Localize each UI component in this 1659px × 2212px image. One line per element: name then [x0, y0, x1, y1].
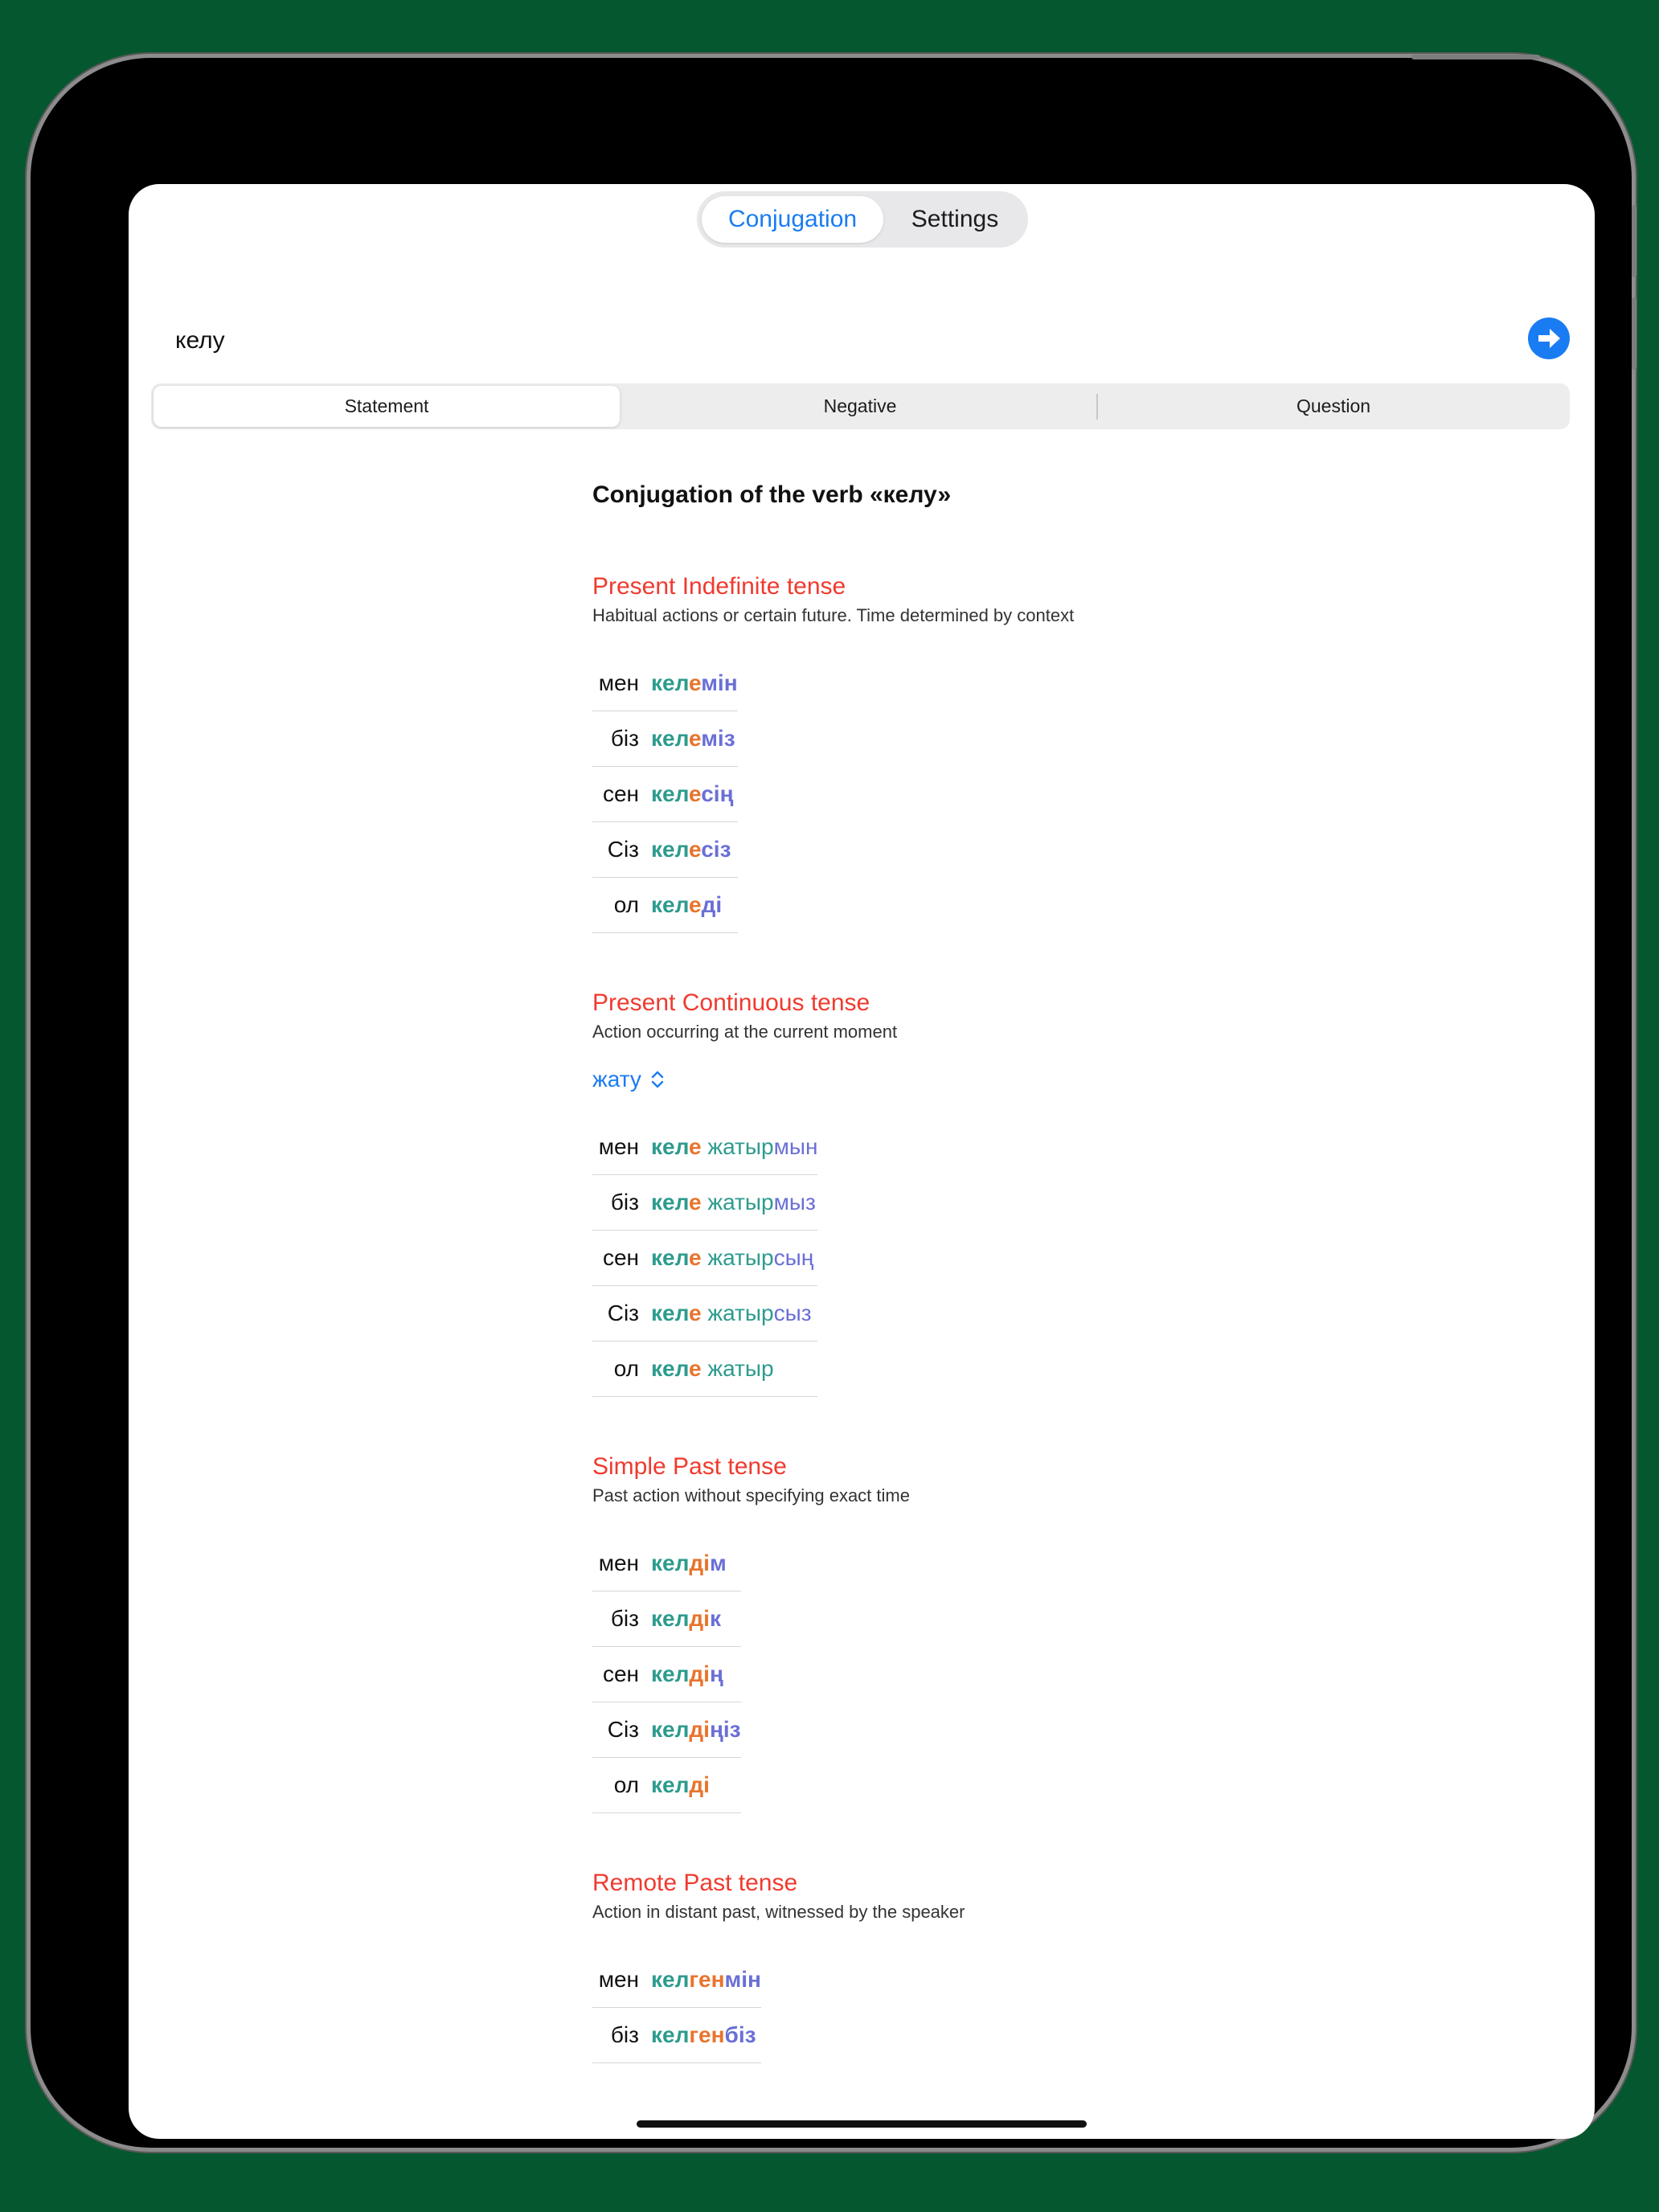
conjugation-row — [592, 1175, 817, 1231]
personal-ending: ді — [701, 892, 723, 917]
home-indicator[interactable] — [637, 2120, 1087, 2128]
personal-ending: біз — [724, 2022, 756, 2047]
mode-question[interactable]: Question — [1296, 395, 1371, 416]
pronoun: сен — [602, 1661, 639, 1686]
verb-connector: е — [689, 1301, 702, 1325]
verb-connector: ді — [689, 1550, 710, 1575]
verb-form — [651, 1772, 710, 1798]
tense-title: Present Indefinite tense — [592, 573, 846, 600]
conjugation-table — [592, 1536, 741, 1813]
pronoun: ол — [613, 1356, 639, 1381]
arrow-right-icon — [1528, 317, 1570, 359]
conjugation-row — [592, 822, 738, 878]
pronoun: Сіз — [607, 837, 639, 862]
verb-form — [651, 1245, 813, 1271]
auxiliary-verb-label: жату — [592, 1067, 641, 1092]
personal-ending: сің — [701, 781, 734, 806]
verb-connector: ген — [689, 2022, 725, 2047]
auxiliary-verb: жатыр — [701, 1134, 774, 1159]
conjugation-row — [592, 767, 738, 822]
conjugation-row — [592, 1647, 741, 1702]
pronoun: біз — [610, 2022, 639, 2047]
app-screen — [129, 184, 1595, 2139]
verb-stem: кел — [651, 1661, 690, 1686]
pronoun: Сіз — [607, 1717, 639, 1742]
verb-stem: кел — [651, 837, 690, 862]
conjugation-row — [592, 1702, 741, 1758]
auxiliary-ending: сыз — [773, 1301, 812, 1325]
tense-section — [592, 1453, 1316, 1813]
personal-ending: ңіз — [709, 1717, 741, 1742]
verb-connector: ді — [689, 1772, 710, 1797]
mode-statement[interactable]: Statement — [154, 386, 620, 427]
verb-stem: кел — [651, 1550, 690, 1575]
verb-stem: кел — [651, 670, 690, 695]
conjugation-row — [592, 1231, 817, 1286]
pronoun: біз — [610, 726, 639, 751]
pronoun: ол — [613, 1772, 639, 1797]
chevron-up-down-icon — [649, 1068, 666, 1091]
verb-form — [651, 1301, 812, 1326]
verb-stem: кел — [651, 1301, 690, 1325]
personal-ending: сіз — [701, 837, 731, 862]
auxiliary-ending: сың — [773, 1245, 814, 1270]
page-title: Conjugation of the verb «келу» — [592, 481, 952, 508]
verb-connector: е — [689, 726, 702, 751]
conjugation-row — [592, 1591, 741, 1647]
verb-stem: кел — [651, 1967, 690, 1992]
verb-connector: е — [689, 1245, 702, 1270]
personal-ending: мін — [701, 670, 738, 695]
verb-connector: ді — [689, 1661, 710, 1686]
auxiliary-ending: мыз — [773, 1190, 816, 1215]
tense-description: Action occurring at the current moment — [592, 1022, 898, 1042]
verb-connector: е — [689, 1134, 702, 1159]
verb-stem: кел — [651, 1772, 690, 1797]
pronoun: мен — [598, 670, 639, 695]
conjugation-table — [592, 1120, 817, 1397]
verb-stem: кел — [651, 892, 690, 917]
verb-connector: ді — [689, 1717, 710, 1742]
verb-stem: кел — [651, 726, 690, 751]
conjugation-table — [592, 1952, 761, 2063]
ipad-frame — [31, 58, 1632, 2148]
auxiliary-verb: жатыр — [701, 1190, 774, 1215]
verb-form — [651, 1190, 816, 1215]
tense-list — [592, 573, 1316, 2063]
tense-section — [592, 573, 1316, 933]
tense-description: Past action without specifying exact time — [592, 1485, 910, 1505]
auxiliary-verb: жатыр — [701, 1301, 774, 1325]
verb-connector: е — [689, 781, 702, 806]
verb-form — [651, 781, 733, 807]
pronoun: сен — [602, 781, 639, 806]
conjugation-row — [592, 1758, 741, 1813]
volume-down-button — [1632, 297, 1636, 370]
personal-ending: м — [709, 1550, 727, 1575]
verb-connector: е — [689, 670, 702, 695]
personal-ending: ң — [709, 1661, 723, 1686]
conjugate-button[interactable] — [1528, 317, 1570, 359]
verb-form — [651, 1356, 774, 1382]
verb-form — [651, 837, 731, 862]
verb-stem: кел — [651, 781, 690, 806]
auxiliary-verb: жатыр — [701, 1356, 774, 1381]
verb-connector: ген — [689, 1967, 725, 1992]
verb-stem: кел — [651, 1356, 690, 1381]
auxiliary-verb: жатыр — [701, 1245, 774, 1270]
verb-form — [651, 1606, 721, 1632]
pronoun: мен — [598, 1134, 639, 1159]
verb-stem: кел — [651, 1606, 690, 1631]
pronoun: ол — [613, 892, 639, 917]
tense-title: Simple Past tense — [592, 1453, 787, 1480]
pronoun: біз — [610, 1190, 639, 1215]
verb-form — [651, 1550, 727, 1576]
auxiliary-verb-picker[interactable] — [592, 1063, 1316, 1096]
conjugation-row — [592, 2008, 761, 2063]
verb-form — [651, 726, 735, 752]
personal-ending: міз — [701, 726, 735, 751]
conjugation-row — [592, 1536, 741, 1591]
verb-connector: е — [689, 1356, 702, 1381]
verb-form — [651, 1134, 817, 1160]
verb-connector: е — [689, 1190, 702, 1215]
conjugation-row — [592, 1120, 817, 1175]
tense-section — [592, 1870, 1316, 2063]
pronoun: сен — [602, 1245, 639, 1270]
conjugation-content — [592, 481, 1316, 2063]
pronoun: мен — [598, 1967, 639, 1992]
conjugation-row — [592, 711, 738, 767]
verb-form — [651, 2022, 756, 2048]
conjugation-row — [592, 1286, 817, 1342]
pronoun: біз — [610, 1606, 639, 1631]
mode-negative[interactable]: Negative — [823, 395, 897, 416]
verb-stem: кел — [651, 1190, 690, 1215]
conjugation-row — [592, 878, 738, 933]
verb-connector: ді — [689, 1606, 710, 1631]
volume-up-button — [1632, 205, 1636, 277]
verb-form — [651, 670, 738, 696]
verb-stem: кел — [651, 1134, 690, 1159]
conjugation-table — [592, 656, 738, 933]
top-button — [1411, 55, 1540, 59]
verb-form — [651, 1717, 741, 1743]
tense-title: Remote Past tense — [592, 1870, 798, 1896]
verb-stem: кел — [651, 1717, 690, 1742]
conjugation-row — [592, 1952, 761, 2008]
verb-form — [651, 1967, 761, 1993]
tab-settings[interactable]: Settings — [911, 206, 999, 232]
pronoun: мен — [598, 1550, 639, 1575]
tab-conjugation[interactable]: Conjugation — [702, 196, 883, 243]
verb-stem: кел — [651, 1245, 690, 1270]
tense-description: Habitual actions or certain future. Time determined by context — [592, 605, 1075, 625]
tense-title: Present Continuous tense — [592, 989, 870, 1016]
conjugation-row — [592, 1342, 817, 1397]
personal-ending: к — [709, 1606, 721, 1631]
tense-description: Action in distant past, witnessed by the speaker — [592, 1902, 965, 1922]
verb-form — [651, 892, 722, 918]
conjugation-row — [592, 656, 738, 711]
segment-divider — [1096, 394, 1098, 420]
verb-connector: е — [689, 892, 702, 917]
auxiliary-ending: мын — [773, 1134, 818, 1159]
mode-segmented-control — [151, 383, 1570, 429]
verb-stem: кел — [651, 2022, 690, 2047]
pronoun: Сіз — [607, 1301, 639, 1325]
personal-ending: мін — [724, 1967, 761, 1992]
verb-input[interactable]: келу — [175, 327, 225, 354]
top-tab-bar — [697, 191, 1028, 248]
tense-section — [592, 989, 1316, 1397]
verb-connector: е — [689, 837, 702, 862]
verb-form — [651, 1661, 723, 1687]
